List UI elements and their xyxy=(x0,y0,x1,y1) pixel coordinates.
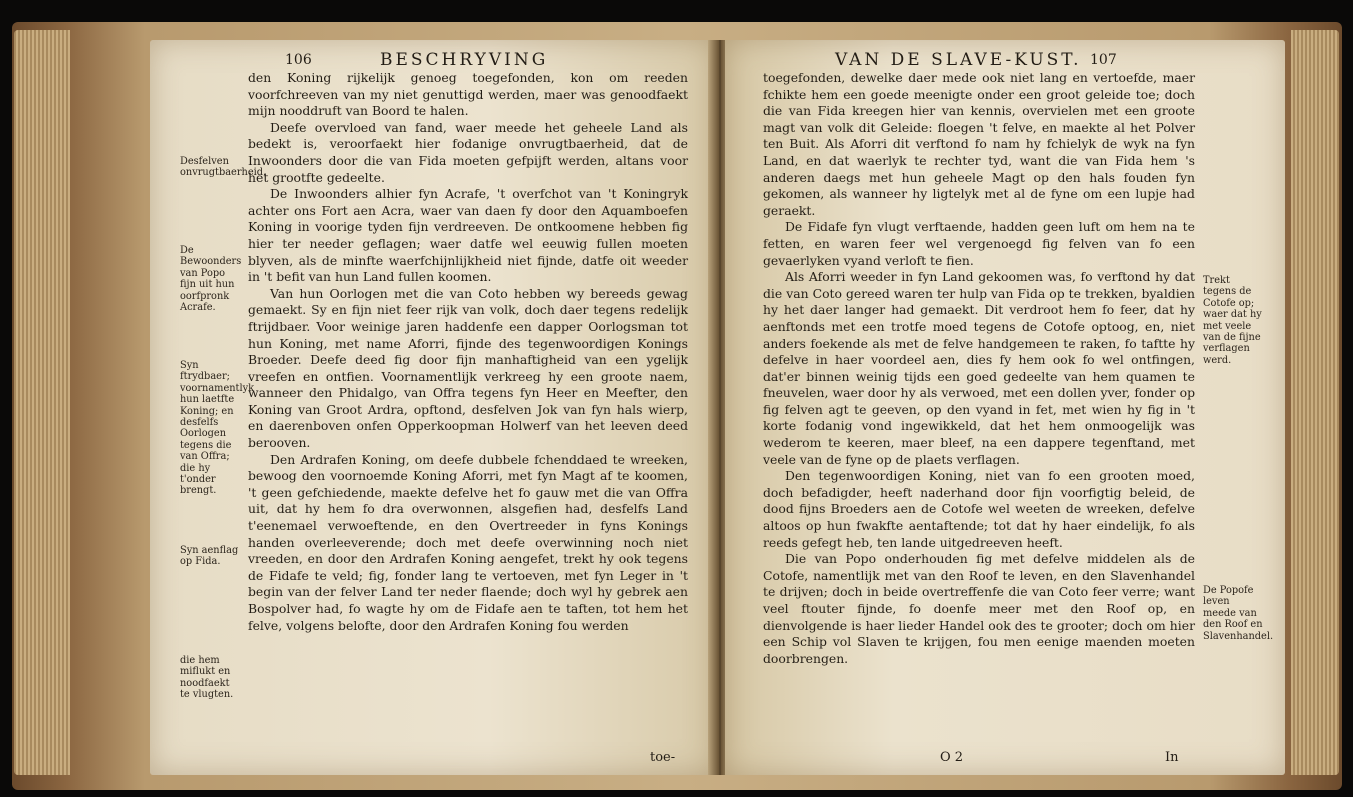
right-signature: O 2 xyxy=(940,750,964,765)
margin-note: Syn aenflag op Fida. xyxy=(180,545,239,568)
right-page-number: 107 xyxy=(1090,52,1117,68)
paragraph: Van hun Oorlogen met die van Coto hebben wy bereeds gewag gemaekt. Sy en fijn niet feer rijk van volk, doch daer tegens redelijk ftrijdbaer. Voor weinige jaren haddenfe een dapper Oorlogsman tot hun Koning, met name Aforri, fijnde des tegenwoordigen Konings Broeder. Deefe deed fig door fijn manhaftigheid van een ygelijk vreefen en ontfien. Voornamentlijk verkreeg hy een groote naem, wanneer den Phidalgo, van Offra tegens fyn Heer en Meefter, den Koning van Groot Ardra, opftond, desfelven Jok van fyn hals wierp, en daerenboven onfen Opperkoopman Holwerf van het leeven deed berooven. xyxy=(248,285,688,451)
paragraph: De Inwoonders alhier fyn Acrafe, 't overfchot van 't Koningryk achter ons Fort aen Acra, waer van daen fy door den Aquamboefen Koning in voorige tyden fijn verdreeven. De ontkoomene hebben fig hier ter needer geflagen; waer datfe wel eeuwig fullen moeten blyven, als de minfte waerfchijnlijkheid niet fijnde, datfe oit weeder in 't befit van hun Land fullen koomen. xyxy=(248,186,688,285)
margin-note: De Bewoonders van Popo fijn uit hun oorfpronk Acrafe. xyxy=(180,245,242,314)
right-running-head: VAN DE SLAVE-KUST. xyxy=(835,50,1082,70)
left-running-head: BESCHRYVING xyxy=(380,50,549,70)
right-page xyxy=(725,40,1285,775)
margin-note: Syn ftrydbaer; voornamentlyk hun laetfte Koning; en desfelfs Oorlogen tegens die van Offra; die hy t'onder brengt. xyxy=(180,360,255,497)
left-catchword: toe- xyxy=(650,750,676,765)
paragraph: den Koning rijkelijk genoeg toegefonden, kon om reeden voorfchreeven van my niet genuttigd werden, maer was genoodfaekt mijn nooddruft van Boord te halen. xyxy=(248,70,688,119)
left-page-number: 106 xyxy=(285,52,312,68)
paragraph: De Fidafe fyn vlugt verftaende, hadden geen luft om hem na te fetten, en waren feer wel vergenoegd fig felven van fo een gevaerlyken vyand verloft te fien. xyxy=(763,219,1195,268)
margin-note: Trekt tegens de Cotofe op; waer dat hy met veele van de fijne verflagen werd. xyxy=(1203,275,1262,366)
paragraph: Den tegenwoordigen Koning, niet van fo een grooten moed, doch befadigder, heeft naderhand door fijn voorfigtig beleid, de dood fijns Broeders aen de Cotofe wel weeten de wreeken, defelve altoos op hun fwakfte aentaftende; tot dat hy haer eindelijk, fo als reeds gefegt heb, ten lande uitgedreeven heeft. xyxy=(763,468,1195,550)
paragraph: Deefe overvloed van fand, waer meede het geheele Land als bedekt is, veroorfaekt hier fodanige onvrugtbaerheid, dat de Inwoonders door die van Fida moeten gefpijft werden, altans voor het grootfte gedeelte. xyxy=(248,119,688,185)
page-edges-left xyxy=(14,30,70,775)
paragraph: toegefonden, dewelke daer mede ook niet lang en vertoefde, maer fchikte hem een goede meenigte onder een groot geleide toe; doch die van Fida kreegen hier van kennis, overvielen met een groote magt van volk dit Geleide: floegen 't felve, en maekte al het Polver ten Buit. Als Aforri dit verftond fo nam hy fchielyk de wyk na fyn Land, en dat waerlyk te rechter tyd, want die van Fida hem 's anderen daegs met hun geheele Magt op den hals fouden fyn gekomen, als wanneer hy ligtelyk met al de fyne om een lupje had geraekt. xyxy=(763,70,1195,218)
left-body xyxy=(248,70,688,634)
page-edges-right xyxy=(1291,30,1339,775)
margin-note: De Popofe leven meede van den Roof en Slavenhandel. xyxy=(1203,585,1274,642)
margin-note: Desfelven onvrugtbaerheid. xyxy=(180,156,267,179)
left-page xyxy=(150,40,715,775)
paragraph: Als Aforri weeder in fyn Land gekoomen was, fo verftond hy dat die van Coto gereed waren ter hulp van Fida op te trekken, byaldien hy het daer langer had gemaekt. Dit verdroot hem fo feer, dat hy aenftonds met een trotfe moed tegens de Cotofe optoog, en, niet anders foekende als met de felve handgemeen te raken, fo taftte hy defelve in haer voordeel aen, dies fy hem ook fo wel ontfingen, dat'er binnen weinig tijds een goed gedeelte van hem quamen te fneuvelen, waer door hy als verwoed, met een dollen yver, fonder op fig felven agt te geeven, op den vyand in fet, met wien hy fig in 't korte fodanig vond ingewikkeld, dat het hem onmoogelijk was wederom te keeren, maer bleef, na een dappere tegenftand, met veele van de fyne op de plaets verflagen. xyxy=(763,269,1195,467)
paragraph: Den Ardrafen Koning, om deefe dubbele fchenddaed te wreeken, bewoog den voornoemde Koning Aforri, met fyn Magt af te koomen, 't geen gefchiedende, maekte defelve het fo gauw met die van Offra uit, dat hy hem fo dra overwonnen, alsgefien had, desfelfs Land t'eenemael verwoeftende, en den Overtreeder in fyns Konings handen overleeverende; doch met deefe overwinning noch niet vreeden, en door den Ardrafen Koning aengefet, trekt hy ook tegens de Fidafe te veld; fig, fonder lang te vertoeven, met fyn Leger in 't begin van der felver Land ter neder flaende; doch wyl hy gebrek aen Bospolver had, fo wagte hy om de Fidafe aen te taften, tot hem het felve, volgens belofte, door den Ardrafen Koning fou werden xyxy=(248,451,688,633)
paragraph: Die van Popo onderhouden fig met defelve middelen als de Cotofe, namentlijk met van den Roof te leven, en den Slavenhandel te drijven; doch in beide overtreffenfe die van Coto feer verre; want veel ftouter fijnde, fo doenfe meer met den Roof op, en dienvolgende is haer lieder Handel ook des te grooter; doch om hier een Schip vol Slaven te krijgen, fou men eenige maenden moeten doorbrengen. xyxy=(763,551,1195,666)
margin-note: die hem miflukt en noodfaekt te vlugten. xyxy=(180,655,234,701)
right-catchword: In xyxy=(1165,750,1179,765)
right-body xyxy=(763,70,1195,667)
